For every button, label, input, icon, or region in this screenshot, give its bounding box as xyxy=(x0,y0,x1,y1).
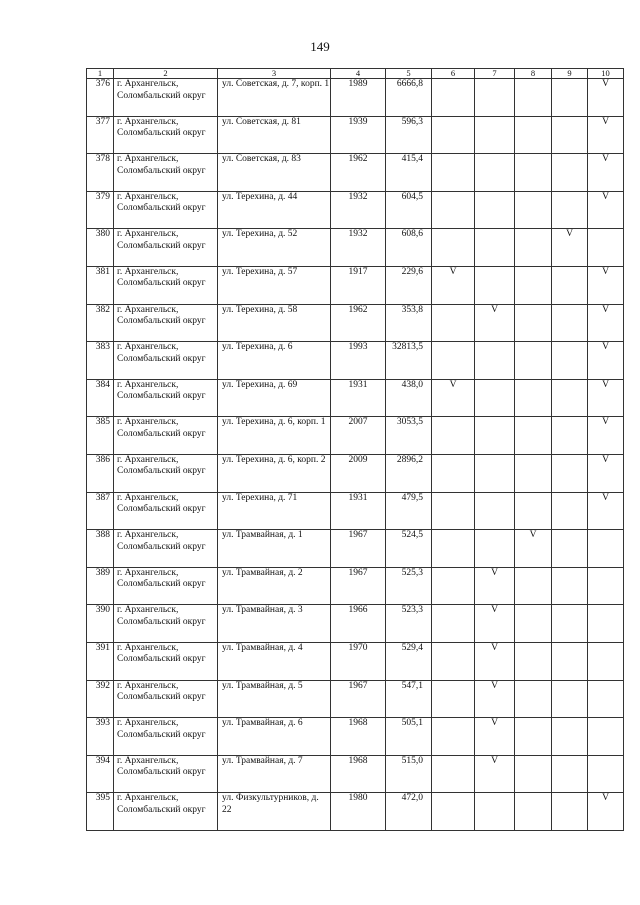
locality-cell: г. Архангельск, Соломбальский округ xyxy=(114,154,218,192)
year-cell: 2007 xyxy=(331,417,386,455)
area-cell: 229,6 xyxy=(386,266,432,304)
mark-cell-9 xyxy=(552,304,588,342)
mark-cell-10 xyxy=(588,567,624,605)
mark-cell-8 xyxy=(515,417,552,455)
column-header-7: 7 xyxy=(475,69,515,79)
address-cell: ул. Терехина, д. 6, корп. 1 xyxy=(218,417,331,455)
locality-cell: г. Архангельск, Соломбальский округ xyxy=(114,454,218,492)
mark-cell-6 xyxy=(432,755,475,793)
year-cell: 1967 xyxy=(331,530,386,568)
mark-cell-6 xyxy=(432,417,475,455)
mark-cell-10 xyxy=(588,229,624,267)
column-header-3: 3 xyxy=(218,69,331,79)
mark-cell-9 xyxy=(552,191,588,229)
mark-cell-8 xyxy=(515,793,552,831)
row-number: 395 xyxy=(87,793,114,831)
table-row xyxy=(87,417,624,455)
address-cell: ул. Советская, д. 7, корп. 1 xyxy=(218,79,331,117)
locality-cell: г. Архангельск, Соломбальский округ xyxy=(114,116,218,154)
mark-cell-8 xyxy=(515,379,552,417)
year-cell: 1939 xyxy=(331,116,386,154)
locality-cell: г. Архангельск, Соломбальский округ xyxy=(114,755,218,793)
locality-cell: г. Архангельск, Соломбальский округ xyxy=(114,793,218,831)
table-row xyxy=(87,304,624,342)
mark-cell-6 xyxy=(432,191,475,229)
address-cell: ул. Советская, д. 81 xyxy=(218,116,331,154)
mark-cell-10: V xyxy=(588,342,624,380)
year-cell: 1968 xyxy=(331,718,386,756)
mark-cell-6: V xyxy=(432,379,475,417)
area-cell: 596,3 xyxy=(386,116,432,154)
address-cell: ул. Терехина, д. 6, корп. 2 xyxy=(218,454,331,492)
mark-cell-7 xyxy=(475,342,515,380)
year-cell: 1993 xyxy=(331,342,386,380)
mark-cell-9 xyxy=(552,718,588,756)
mark-cell-8 xyxy=(515,718,552,756)
area-cell: 353,8 xyxy=(386,304,432,342)
column-header-6: 6 xyxy=(432,69,475,79)
row-number: 390 xyxy=(87,605,114,643)
row-number: 379 xyxy=(87,191,114,229)
mark-cell-10: V xyxy=(588,191,624,229)
row-number: 388 xyxy=(87,530,114,568)
locality-cell: г. Архангельск, Соломбальский округ xyxy=(114,642,218,680)
mark-cell-10 xyxy=(588,530,624,568)
mark-cell-9 xyxy=(552,793,588,831)
mark-cell-9 xyxy=(552,755,588,793)
area-cell: 32813,5 xyxy=(386,342,432,380)
address-cell: ул. Трамвайная, д. 6 xyxy=(218,718,331,756)
mark-cell-7: V xyxy=(475,567,515,605)
column-header-4: 4 xyxy=(331,69,386,79)
mark-cell-9 xyxy=(552,417,588,455)
table-row xyxy=(87,191,624,229)
mark-cell-6 xyxy=(432,454,475,492)
mark-cell-8 xyxy=(515,454,552,492)
mark-cell-9 xyxy=(552,530,588,568)
mark-cell-10: V xyxy=(588,454,624,492)
locality-cell: г. Архангельск, Соломбальский округ xyxy=(114,417,218,455)
row-number: 384 xyxy=(87,379,114,417)
area-cell: 6666,8 xyxy=(386,79,432,117)
mark-cell-9 xyxy=(552,266,588,304)
table-row xyxy=(87,79,624,117)
column-header-2: 2 xyxy=(114,69,218,79)
area-cell: 472,0 xyxy=(386,793,432,831)
address-cell: ул. Трамвайная, д. 3 xyxy=(218,605,331,643)
mark-cell-10: V xyxy=(588,793,624,831)
mark-cell-7 xyxy=(475,116,515,154)
locality-cell: г. Архангельск, Соломбальский округ xyxy=(114,379,218,417)
address-cell: ул. Трамвайная, д. 5 xyxy=(218,680,331,718)
mark-cell-10 xyxy=(588,680,624,718)
mark-cell-9 xyxy=(552,454,588,492)
locality-cell: г. Архангельск, Соломбальский округ xyxy=(114,79,218,117)
mark-cell-9 xyxy=(552,642,588,680)
table-row xyxy=(87,755,624,793)
address-cell: ул. Терехина, д. 58 xyxy=(218,304,331,342)
mark-cell-10: V xyxy=(588,417,624,455)
mark-cell-6 xyxy=(432,154,475,192)
locality-cell: г. Архангельск, Соломбальский округ xyxy=(114,492,218,530)
area-cell: 604,5 xyxy=(386,191,432,229)
row-number: 378 xyxy=(87,154,114,192)
area-cell: 3053,5 xyxy=(386,417,432,455)
mark-cell-6 xyxy=(432,718,475,756)
address-cell: ул. Терехина, д. 57 xyxy=(218,266,331,304)
locality-cell: г. Архангельск, Соломбальский округ xyxy=(114,229,218,267)
header-row xyxy=(87,69,624,79)
year-cell: 2009 xyxy=(331,454,386,492)
mark-cell-6 xyxy=(432,492,475,530)
area-cell: 608,6 xyxy=(386,229,432,267)
locality-cell: г. Архангельск, Соломбальский округ xyxy=(114,530,218,568)
mark-cell-9 xyxy=(552,342,588,380)
mark-cell-7 xyxy=(475,154,515,192)
area-cell: 2896,2 xyxy=(386,454,432,492)
table-body xyxy=(87,79,624,831)
mark-cell-10: V xyxy=(588,266,624,304)
year-cell: 1970 xyxy=(331,642,386,680)
table-row xyxy=(87,342,624,380)
mark-cell-7 xyxy=(475,229,515,267)
year-cell: 1980 xyxy=(331,793,386,831)
column-header-8: 8 xyxy=(515,69,552,79)
row-number: 377 xyxy=(87,116,114,154)
row-number: 389 xyxy=(87,567,114,605)
mark-cell-6 xyxy=(432,342,475,380)
row-number: 386 xyxy=(87,454,114,492)
locality-cell: г. Архангельск, Соломбальский округ xyxy=(114,718,218,756)
page-number: 149 xyxy=(310,39,330,54)
mark-cell-7: V xyxy=(475,304,515,342)
area-cell: 523,3 xyxy=(386,605,432,643)
mark-cell-7: V xyxy=(475,605,515,643)
mark-cell-7 xyxy=(475,530,515,568)
year-cell: 1932 xyxy=(331,229,386,267)
mark-cell-6 xyxy=(432,229,475,267)
mark-cell-10: V xyxy=(588,304,624,342)
mark-cell-10 xyxy=(588,605,624,643)
locality-cell: г. Архангельск, Соломбальский округ xyxy=(114,567,218,605)
area-cell: 524,5 xyxy=(386,530,432,568)
table-row xyxy=(87,605,624,643)
mark-cell-10: V xyxy=(588,492,624,530)
mark-cell-9 xyxy=(552,567,588,605)
row-number: 383 xyxy=(87,342,114,380)
year-cell: 1932 xyxy=(331,191,386,229)
table-row xyxy=(87,454,624,492)
mark-cell-8 xyxy=(515,755,552,793)
mark-cell-6 xyxy=(432,79,475,117)
address-cell: ул. Советская, д. 83 xyxy=(218,154,331,192)
mark-cell-7 xyxy=(475,793,515,831)
area-cell: 438,0 xyxy=(386,379,432,417)
mark-cell-8 xyxy=(515,191,552,229)
mark-cell-9: V xyxy=(552,229,588,267)
year-cell: 1962 xyxy=(331,304,386,342)
table-row xyxy=(87,642,624,680)
table-row xyxy=(87,793,624,831)
year-cell: 1917 xyxy=(331,266,386,304)
mark-cell-10 xyxy=(588,718,624,756)
row-number: 381 xyxy=(87,266,114,304)
mark-cell-7 xyxy=(475,454,515,492)
table-row xyxy=(87,680,624,718)
mark-cell-10 xyxy=(588,642,624,680)
year-cell: 1962 xyxy=(331,154,386,192)
mark-cell-10: V xyxy=(588,379,624,417)
mark-cell-6 xyxy=(432,116,475,154)
locality-cell: г. Архангельск, Соломбальский округ xyxy=(114,266,218,304)
mark-cell-9 xyxy=(552,379,588,417)
mark-cell-9 xyxy=(552,492,588,530)
mark-cell-9 xyxy=(552,154,588,192)
locality-cell: г. Архангельск, Соломбальский округ xyxy=(114,191,218,229)
mark-cell-6 xyxy=(432,793,475,831)
mark-cell-10: V xyxy=(588,154,624,192)
table-row xyxy=(87,116,624,154)
locality-cell: г. Архангельск, Соломбальский округ xyxy=(114,304,218,342)
area-cell: 529,4 xyxy=(386,642,432,680)
mark-cell-6: V xyxy=(432,266,475,304)
mark-cell-8 xyxy=(515,266,552,304)
table-row xyxy=(87,492,624,530)
locality-cell: г. Архангельск, Соломбальский округ xyxy=(114,605,218,643)
mark-cell-7 xyxy=(475,79,515,117)
mark-cell-8 xyxy=(515,642,552,680)
column-header-1: 1 xyxy=(87,69,114,79)
mark-cell-8: V xyxy=(515,530,552,568)
row-number: 385 xyxy=(87,417,114,455)
mark-cell-7 xyxy=(475,417,515,455)
mark-cell-6 xyxy=(432,567,475,605)
row-number: 392 xyxy=(87,680,114,718)
mark-cell-8 xyxy=(515,567,552,605)
row-number: 391 xyxy=(87,642,114,680)
address-cell: ул. Терехина, д. 52 xyxy=(218,229,331,267)
area-cell: 415,4 xyxy=(386,154,432,192)
table-row xyxy=(87,567,624,605)
mark-cell-6 xyxy=(432,605,475,643)
column-header-10: 10 xyxy=(588,69,624,79)
mark-cell-9 xyxy=(552,116,588,154)
area-cell: 547,1 xyxy=(386,680,432,718)
address-cell: ул. Физкультурников, д. 22 xyxy=(218,793,331,831)
locality-cell: г. Архангельск, Соломбальский округ xyxy=(114,342,218,380)
column-header-9: 9 xyxy=(552,69,588,79)
row-number: 387 xyxy=(87,492,114,530)
column-header-5: 5 xyxy=(386,69,432,79)
mark-cell-7 xyxy=(475,379,515,417)
mark-cell-6 xyxy=(432,680,475,718)
mark-cell-10 xyxy=(588,755,624,793)
area-cell: 479,5 xyxy=(386,492,432,530)
mark-cell-10: V xyxy=(588,79,624,117)
address-cell: ул. Трамвайная, д. 2 xyxy=(218,567,331,605)
address-cell: ул. Терехина, д. 69 xyxy=(218,379,331,417)
area-cell: 505,1 xyxy=(386,718,432,756)
mark-cell-6 xyxy=(432,530,475,568)
row-number: 393 xyxy=(87,718,114,756)
area-cell: 525,3 xyxy=(386,567,432,605)
locality-cell: г. Архангельск, Соломбальский округ xyxy=(114,680,218,718)
year-cell: 1967 xyxy=(331,680,386,718)
year-cell: 1966 xyxy=(331,605,386,643)
mark-cell-8 xyxy=(515,680,552,718)
mark-cell-7 xyxy=(475,266,515,304)
table-row xyxy=(87,154,624,192)
mark-cell-9 xyxy=(552,79,588,117)
row-number: 394 xyxy=(87,755,114,793)
mark-cell-8 xyxy=(515,116,552,154)
mark-cell-10: V xyxy=(588,116,624,154)
mark-cell-7: V xyxy=(475,642,515,680)
mark-cell-7: V xyxy=(475,680,515,718)
mark-cell-8 xyxy=(515,79,552,117)
address-cell: ул. Терехина, д. 71 xyxy=(218,492,331,530)
mark-cell-7: V xyxy=(475,755,515,793)
table-row xyxy=(87,530,624,568)
mark-cell-7 xyxy=(475,492,515,530)
mark-cell-6 xyxy=(432,304,475,342)
address-cell: ул. Трамвайная, д. 4 xyxy=(218,642,331,680)
year-cell: 1989 xyxy=(331,79,386,117)
year-cell: 1931 xyxy=(331,492,386,530)
address-cell: ул. Терехина, д. 6 xyxy=(218,342,331,380)
mark-cell-9 xyxy=(552,605,588,643)
table-row xyxy=(87,379,624,417)
row-number: 376 xyxy=(87,79,114,117)
address-cell: ул. Трамвайная, д. 7 xyxy=(218,755,331,793)
mark-cell-8 xyxy=(515,229,552,267)
table-row xyxy=(87,718,624,756)
year-cell: 1968 xyxy=(331,755,386,793)
mark-cell-8 xyxy=(515,342,552,380)
mark-cell-7 xyxy=(475,191,515,229)
table-row xyxy=(87,266,624,304)
row-number: 382 xyxy=(87,304,114,342)
mark-cell-8 xyxy=(515,154,552,192)
mark-cell-9 xyxy=(552,680,588,718)
address-cell: ул. Трамвайная, д. 1 xyxy=(218,530,331,568)
row-number: 380 xyxy=(87,229,114,267)
address-cell: ул. Терехина, д. 44 xyxy=(218,191,331,229)
buildings-table xyxy=(86,68,624,831)
mark-cell-8 xyxy=(515,304,552,342)
mark-cell-8 xyxy=(515,605,552,643)
mark-cell-8 xyxy=(515,492,552,530)
table-row xyxy=(87,229,624,267)
year-cell: 1931 xyxy=(331,379,386,417)
mark-cell-6 xyxy=(432,642,475,680)
mark-cell-7: V xyxy=(475,718,515,756)
area-cell: 515,0 xyxy=(386,755,432,793)
year-cell: 1967 xyxy=(331,567,386,605)
